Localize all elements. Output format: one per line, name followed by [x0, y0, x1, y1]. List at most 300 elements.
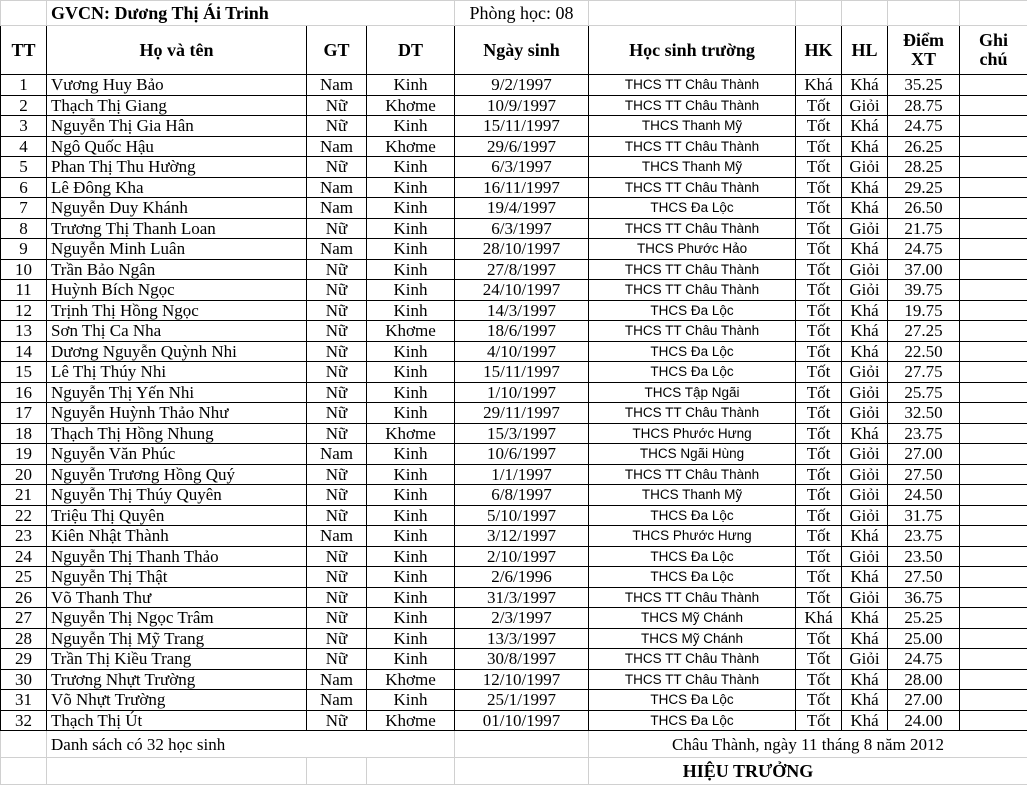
- student-dob: 12/10/1997: [455, 669, 589, 690]
- table-row: [1, 259, 1027, 280]
- student-gender: Nam: [307, 526, 367, 547]
- student-note: [960, 608, 1027, 629]
- student-gender: Nam: [307, 690, 367, 711]
- student-score: 19.75: [888, 300, 960, 321]
- student-conduct: Tốt: [796, 239, 842, 260]
- student-academic: Khá: [842, 567, 888, 588]
- student-conduct: Tốt: [796, 321, 842, 342]
- student-dob: 29/6/1997: [455, 136, 589, 157]
- col-header-ethnicity: DT: [367, 26, 455, 75]
- student-score: 24.00: [888, 710, 960, 731]
- student-note: [960, 177, 1027, 198]
- student-school: THCS Đa Lộc: [589, 300, 796, 321]
- student-school: THCS Đa Lộc: [589, 362, 796, 383]
- student-score: 28.75: [888, 95, 960, 116]
- student-academic: Khá: [842, 321, 888, 342]
- student-name: Nguyễn Thị Ngọc Trâm: [47, 608, 307, 629]
- student-ethnicity: Kinh: [367, 116, 455, 137]
- student-dob: 2/10/1997: [455, 546, 589, 567]
- student-number: 15: [1, 362, 47, 383]
- column-header-row: [1, 26, 1027, 75]
- student-name: Nguyễn Thị Thật: [47, 567, 307, 588]
- student-academic: Giỏi: [842, 280, 888, 301]
- student-gender: Nam: [307, 198, 367, 219]
- student-academic: Khá: [842, 341, 888, 362]
- student-score: 35.25: [888, 75, 960, 96]
- student-name: Nguyễn Minh Luân: [47, 239, 307, 260]
- student-number: 30: [1, 669, 47, 690]
- table-row: [1, 546, 1027, 567]
- student-ethnicity: Kinh: [367, 300, 455, 321]
- student-school: THCS TT Châu Thành: [589, 95, 796, 116]
- student-number: 2: [1, 95, 47, 116]
- student-school: THCS TT Châu Thành: [589, 136, 796, 157]
- student-number: 7: [1, 198, 47, 219]
- student-academic: Khá: [842, 198, 888, 219]
- table-row: [1, 177, 1027, 198]
- student-score: 23.75: [888, 526, 960, 547]
- student-conduct: Tốt: [796, 259, 842, 280]
- student-conduct: Tốt: [796, 177, 842, 198]
- student-conduct: Tốt: [796, 567, 842, 588]
- col-header-score-line1: Điểm: [903, 30, 944, 50]
- student-name: Trương Thị Thanh Loan: [47, 218, 307, 239]
- student-dob: 01/10/1997: [455, 710, 589, 731]
- student-academic: Giỏi: [842, 505, 888, 526]
- student-school: THCS TT Châu Thành: [589, 649, 796, 670]
- student-gender: Nam: [307, 136, 367, 157]
- student-score: 25.00: [888, 628, 960, 649]
- student-name: Võ Nhựt Trường: [47, 690, 307, 711]
- student-dob: 30/8/1997: [455, 649, 589, 670]
- student-score: 37.00: [888, 259, 960, 280]
- student-note: [960, 75, 1027, 96]
- student-dob: 31/3/1997: [455, 587, 589, 608]
- student-dob: 6/8/1997: [455, 485, 589, 506]
- student-dob: 16/11/1997: [455, 177, 589, 198]
- student-school: THCS Tập Ngãi: [589, 382, 796, 403]
- student-note: [960, 382, 1027, 403]
- student-school: THCS Đa Lộc: [589, 505, 796, 526]
- student-gender: Nữ: [307, 567, 367, 588]
- student-academic: Khá: [842, 136, 888, 157]
- student-academic: Giỏi: [842, 464, 888, 485]
- student-academic: Khá: [842, 75, 888, 96]
- student-gender: Nữ: [307, 157, 367, 178]
- student-conduct: Tốt: [796, 587, 842, 608]
- table-row: [1, 669, 1027, 690]
- student-note: [960, 423, 1027, 444]
- student-conduct: Khá: [796, 75, 842, 96]
- student-score: 26.50: [888, 198, 960, 219]
- student-number: 13: [1, 321, 47, 342]
- student-number: 6: [1, 177, 47, 198]
- student-number: 5: [1, 157, 47, 178]
- student-note: [960, 444, 1027, 465]
- student-name: Nguyễn Thị Gia Hân: [47, 116, 307, 137]
- student-gender: Nữ: [307, 485, 367, 506]
- student-score: 24.75: [888, 116, 960, 137]
- student-conduct: Tốt: [796, 300, 842, 321]
- table-row: [1, 280, 1027, 301]
- student-note: [960, 710, 1027, 731]
- table-row: [1, 628, 1027, 649]
- student-note: [960, 362, 1027, 383]
- student-academic: Khá: [842, 423, 888, 444]
- student-school: THCS TT Châu Thành: [589, 321, 796, 342]
- student-name: Phan Thị Thu Hường: [47, 157, 307, 178]
- student-school: THCS Đa Lộc: [589, 710, 796, 731]
- student-gender: Nữ: [307, 649, 367, 670]
- student-score: 39.75: [888, 280, 960, 301]
- student-gender: Nữ: [307, 382, 367, 403]
- student-name: Thạch Thị Giang: [47, 95, 307, 116]
- student-gender: Nữ: [307, 505, 367, 526]
- student-school: THCS TT Châu Thành: [589, 669, 796, 690]
- student-academic: Khá: [842, 300, 888, 321]
- student-dob: 5/10/1997: [455, 505, 589, 526]
- student-name: Thạch Thị Út: [47, 710, 307, 731]
- student-school: THCS Ngãi Hùng: [589, 444, 796, 465]
- student-number: 21: [1, 485, 47, 506]
- student-ethnicity: Khơme: [367, 136, 455, 157]
- student-gender: Nữ: [307, 300, 367, 321]
- table-row: [1, 300, 1027, 321]
- student-name: Trịnh Thị Hồng Ngọc: [47, 300, 307, 321]
- student-gender: Nữ: [307, 95, 367, 116]
- student-note: [960, 95, 1027, 116]
- col-header-note-line1: Ghi: [979, 30, 1008, 50]
- student-score: 24.75: [888, 649, 960, 670]
- student-score: 27.00: [888, 690, 960, 711]
- table-row: [1, 321, 1027, 342]
- student-dob: 10/9/1997: [455, 95, 589, 116]
- student-number: 4: [1, 136, 47, 157]
- student-name: Nguyễn Duy Khánh: [47, 198, 307, 219]
- student-conduct: Tốt: [796, 710, 842, 731]
- student-dob: 2/3/1997: [455, 608, 589, 629]
- student-school: THCS TT Châu Thành: [589, 587, 796, 608]
- student-ethnicity: Khơme: [367, 669, 455, 690]
- student-number: 20: [1, 464, 47, 485]
- student-name: Võ Thanh Thư: [47, 587, 307, 608]
- student-ethnicity: Khơme: [367, 321, 455, 342]
- student-gender: Nữ: [307, 259, 367, 280]
- student-ethnicity: Kinh: [367, 649, 455, 670]
- student-dob: 4/10/1997: [455, 341, 589, 362]
- student-dob: 18/6/1997: [455, 321, 589, 342]
- table-row: [1, 198, 1027, 219]
- student-conduct: Tốt: [796, 218, 842, 239]
- table-row: [1, 341, 1027, 362]
- student-ethnicity: Kinh: [367, 382, 455, 403]
- student-academic: Khá: [842, 710, 888, 731]
- student-number: 23: [1, 526, 47, 547]
- student-number: 29: [1, 649, 47, 670]
- student-gender: Nữ: [307, 362, 367, 383]
- student-ethnicity: Kinh: [367, 198, 455, 219]
- student-ethnicity: Kinh: [367, 485, 455, 506]
- student-count-summary: Danh sách có 32 học sinh: [47, 731, 455, 758]
- place-and-date: Châu Thành, ngày 11 tháng 8 năm 2012: [589, 731, 1027, 758]
- student-conduct: Tốt: [796, 628, 842, 649]
- student-dob: 28/10/1997: [455, 239, 589, 260]
- student-academic: Giỏi: [842, 546, 888, 567]
- col-header-tt: TT: [1, 26, 47, 75]
- student-name: Huỳnh Bích Ngọc: [47, 280, 307, 301]
- student-school: THCS Đa Lộc: [589, 546, 796, 567]
- student-conduct: Tốt: [796, 526, 842, 547]
- student-gender: Nữ: [307, 218, 367, 239]
- student-number: 8: [1, 218, 47, 239]
- student-conduct: Tốt: [796, 362, 842, 383]
- student-school: THCS TT Châu Thành: [589, 464, 796, 485]
- student-note: [960, 300, 1027, 321]
- col-header-note-line2: chú: [980, 49, 1008, 69]
- student-conduct: Tốt: [796, 423, 842, 444]
- student-academic: Khá: [842, 177, 888, 198]
- signature-row: [1, 758, 1027, 785]
- homeroom-teacher: GVCN: Dương Thị Ái Trinh: [47, 1, 455, 26]
- footer-row: [1, 731, 1027, 758]
- student-ethnicity: Kinh: [367, 177, 455, 198]
- student-academic: Khá: [842, 628, 888, 649]
- student-note: [960, 403, 1027, 424]
- table-row: [1, 505, 1027, 526]
- student-note: [960, 485, 1027, 506]
- student-academic: Khá: [842, 526, 888, 547]
- student-dob: 10/6/1997: [455, 444, 589, 465]
- student-dob: 1/1/1997: [455, 464, 589, 485]
- student-academic: Giỏi: [842, 382, 888, 403]
- student-ethnicity: Khơme: [367, 710, 455, 731]
- student-gender: Nữ: [307, 341, 367, 362]
- student-academic: Giỏi: [842, 485, 888, 506]
- student-gender: Nam: [307, 669, 367, 690]
- student-score: 28.00: [888, 669, 960, 690]
- student-ethnicity: Kinh: [367, 157, 455, 178]
- student-number: 10: [1, 259, 47, 280]
- student-ethnicity: Kinh: [367, 690, 455, 711]
- student-dob: 1/10/1997: [455, 382, 589, 403]
- student-number: 32: [1, 710, 47, 731]
- student-note: [960, 669, 1027, 690]
- student-name: Vương Huy Bảo: [47, 75, 307, 96]
- student-ethnicity: Kinh: [367, 280, 455, 301]
- student-gender: Nữ: [307, 587, 367, 608]
- student-academic: Giỏi: [842, 587, 888, 608]
- student-name: Nguyễn Thị Yến Nhi: [47, 382, 307, 403]
- student-score: 24.75: [888, 239, 960, 260]
- student-number: 1: [1, 75, 47, 96]
- student-number: 18: [1, 423, 47, 444]
- student-number: 19: [1, 444, 47, 465]
- student-gender: Nữ: [307, 710, 367, 731]
- student-number: 14: [1, 341, 47, 362]
- student-gender: Nữ: [307, 280, 367, 301]
- student-name: Triệu Thị Quyên: [47, 505, 307, 526]
- student-conduct: Tốt: [796, 669, 842, 690]
- col-header-name: Họ và tên: [47, 26, 307, 75]
- student-score: 27.50: [888, 567, 960, 588]
- student-dob: 2/6/1996: [455, 567, 589, 588]
- student-dob: 13/3/1997: [455, 628, 589, 649]
- table-row: [1, 95, 1027, 116]
- student-score: 23.50: [888, 546, 960, 567]
- student-name: Nguyễn Văn Phúc: [47, 444, 307, 465]
- student-note: [960, 628, 1027, 649]
- student-note: [960, 116, 1027, 137]
- student-school: THCS TT Châu Thành: [589, 280, 796, 301]
- student-ethnicity: Kinh: [367, 239, 455, 260]
- student-gender: Nam: [307, 177, 367, 198]
- student-conduct: Tốt: [796, 464, 842, 485]
- student-ethnicity: Kinh: [367, 464, 455, 485]
- student-note: [960, 464, 1027, 485]
- student-academic: Giỏi: [842, 403, 888, 424]
- col-header-school: Học sinh trường: [589, 26, 796, 75]
- student-school: THCS Thanh Mỹ: [589, 157, 796, 178]
- student-gender: Nam: [307, 239, 367, 260]
- student-score: 25.25: [888, 608, 960, 629]
- student-conduct: Tốt: [796, 157, 842, 178]
- student-gender: Nữ: [307, 608, 367, 629]
- student-academic: Giỏi: [842, 444, 888, 465]
- student-school: THCS Phước Hưng: [589, 423, 796, 444]
- student-name: Nguyễn Trương Hồng Quý: [47, 464, 307, 485]
- student-name: Nguyễn Thị Thanh Thảo: [47, 546, 307, 567]
- student-ethnicity: Kinh: [367, 526, 455, 547]
- student-conduct: Tốt: [796, 505, 842, 526]
- student-ethnicity: Khơme: [367, 95, 455, 116]
- student-academic: Khá: [842, 608, 888, 629]
- table-row: [1, 157, 1027, 178]
- student-score: 27.50: [888, 464, 960, 485]
- student-number: 25: [1, 567, 47, 588]
- student-name: Dương Nguyễn Quỳnh Nhi: [47, 341, 307, 362]
- student-note: [960, 218, 1027, 239]
- table-row: [1, 485, 1027, 506]
- student-ethnicity: Kinh: [367, 218, 455, 239]
- table-row: [1, 362, 1027, 383]
- student-name: Trương Nhựt Trường: [47, 669, 307, 690]
- student-academic: Giỏi: [842, 362, 888, 383]
- student-name: Thạch Thị Hồng Nhung: [47, 423, 307, 444]
- student-note: [960, 546, 1027, 567]
- student-number: 16: [1, 382, 47, 403]
- student-school: THCS TT Châu Thành: [589, 75, 796, 96]
- student-score: 29.25: [888, 177, 960, 198]
- student-score: 27.25: [888, 321, 960, 342]
- student-score: 26.25: [888, 136, 960, 157]
- col-header-score-line2: XT: [911, 49, 936, 69]
- student-number: 12: [1, 300, 47, 321]
- student-number: 24: [1, 546, 47, 567]
- student-score: 22.50: [888, 341, 960, 362]
- student-conduct: Tốt: [796, 116, 842, 137]
- student-number: 9: [1, 239, 47, 260]
- student-school: THCS Mỹ Chánh: [589, 628, 796, 649]
- table-row: [1, 567, 1027, 588]
- student-note: [960, 505, 1027, 526]
- student-ethnicity: Kinh: [367, 75, 455, 96]
- col-header-conduct: HK: [796, 26, 842, 75]
- student-number: 27: [1, 608, 47, 629]
- table-row: [1, 136, 1027, 157]
- student-dob: 19/4/1997: [455, 198, 589, 219]
- student-conduct: Khá: [796, 608, 842, 629]
- student-note: [960, 341, 1027, 362]
- table-row: [1, 444, 1027, 465]
- student-school: THCS Mỹ Chánh: [589, 608, 796, 629]
- student-gender: Nam: [307, 444, 367, 465]
- student-conduct: Tốt: [796, 280, 842, 301]
- student-note: [960, 587, 1027, 608]
- student-ethnicity: Kinh: [367, 341, 455, 362]
- student-conduct: Tốt: [796, 95, 842, 116]
- student-school: THCS Thanh Mỹ: [589, 485, 796, 506]
- student-conduct: Tốt: [796, 136, 842, 157]
- student-dob: 25/1/1997: [455, 690, 589, 711]
- table-row: [1, 690, 1027, 711]
- col-header-gender: GT: [307, 26, 367, 75]
- student-dob: 14/3/1997: [455, 300, 589, 321]
- student-conduct: Tốt: [796, 403, 842, 424]
- student-number: 31: [1, 690, 47, 711]
- student-name: Trần Bảo Ngân: [47, 259, 307, 280]
- student-gender: Nữ: [307, 628, 367, 649]
- student-score: 36.75: [888, 587, 960, 608]
- student-name: Ngô Quốc Hậu: [47, 136, 307, 157]
- table-row: [1, 526, 1027, 547]
- student-school: THCS Phước Hưng: [589, 526, 796, 547]
- student-gender: Nữ: [307, 546, 367, 567]
- student-dob: 27/8/1997: [455, 259, 589, 280]
- student-ethnicity: Kinh: [367, 567, 455, 588]
- student-dob: 6/3/1997: [455, 218, 589, 239]
- student-academic: Giỏi: [842, 218, 888, 239]
- student-conduct: Tốt: [796, 649, 842, 670]
- student-gender: Nữ: [307, 464, 367, 485]
- student-academic: Giỏi: [842, 157, 888, 178]
- student-name: Lê Thị Thúy Nhi: [47, 362, 307, 383]
- student-academic: Khá: [842, 669, 888, 690]
- student-number: 28: [1, 628, 47, 649]
- student-school: THCS Đa Lộc: [589, 198, 796, 219]
- student-ethnicity: Kinh: [367, 608, 455, 629]
- table-row: [1, 239, 1027, 260]
- student-school: THCS TT Châu Thành: [589, 259, 796, 280]
- student-note: [960, 239, 1027, 260]
- student-note: [960, 690, 1027, 711]
- principal-signature-title: HIỆU TRƯỞNG: [589, 758, 1027, 785]
- student-ethnicity: Kinh: [367, 628, 455, 649]
- student-dob: 29/11/1997: [455, 403, 589, 424]
- student-gender: Nữ: [307, 116, 367, 137]
- student-gender: Nữ: [307, 321, 367, 342]
- student-score: 27.00: [888, 444, 960, 465]
- student-name: Sơn Thị Ca Nha: [47, 321, 307, 342]
- classroom-number: Phòng học: 08: [455, 1, 589, 26]
- student-score: 25.75: [888, 382, 960, 403]
- student-ethnicity: Kinh: [367, 444, 455, 465]
- col-header-score: [888, 26, 960, 75]
- student-note: [960, 280, 1027, 301]
- student-gender: Nữ: [307, 423, 367, 444]
- student-note: [960, 649, 1027, 670]
- student-ethnicity: Kinh: [367, 546, 455, 567]
- student-score: 21.75: [888, 218, 960, 239]
